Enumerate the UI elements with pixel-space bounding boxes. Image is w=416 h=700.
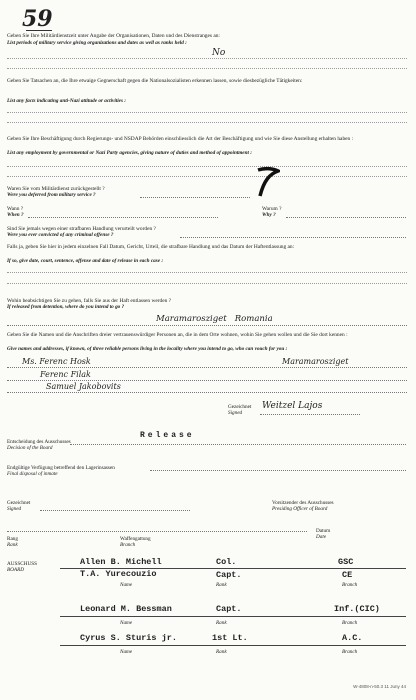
date-label-de: Datum [316, 528, 331, 534]
reference-name-3: Samuel Jakobovits [46, 382, 121, 391]
military-service-question-de: Geben Sie Ihre Militärdienstzeit unter Angabe der Organisationen, Daten und des Dienstranges an: [7, 33, 220, 39]
reference-place-1: Maramarosziget [282, 357, 349, 366]
rank-label [7, 536, 18, 548]
when-label-de: Wann ? [7, 206, 24, 212]
destination-question-de: Wohin beabsichtigen Sie zu gehen, falls Sie aus der Haft entlassen werden ? [7, 298, 172, 304]
applicant-signature: Weitzel Lajos [262, 401, 323, 411]
member-name-3: Leonard M. Bessman [80, 604, 172, 614]
document-number: 59 [22, 6, 53, 32]
board-header-de: AUSSCHUSS [7, 561, 37, 567]
branch-label-de: Waffengattung [120, 536, 151, 542]
col-name-label-1: Name [120, 582, 133, 588]
member-name-2: T.A. Yurecouzio [80, 569, 157, 579]
col-rank-label-1: Rank [216, 582, 227, 588]
date-label-en: Date [316, 534, 327, 540]
conviction-line-1 [7, 272, 407, 273]
why-label-de: Warum ? [262, 206, 282, 212]
branch-label-en: Branch [120, 542, 136, 548]
employment-question-en: List any employment by governmental or Nazi Party agencies, giving nature of duties and method of appointment : [7, 150, 252, 156]
reference-line-1 [7, 367, 407, 368]
board-header [7, 561, 37, 573]
col-name-label-3: Name [120, 649, 133, 655]
col-branch-label-3: Branch [342, 649, 358, 655]
rank-label-en: Rank [7, 542, 18, 548]
final-disposal-label-en: Final disposal of inmate [7, 471, 58, 477]
anti-nazi-question-de: Geben Sie Tatsachen an, die Ihre etwaige Gegnerschaft gegen die Nationalsozialisten erkennen lassen, sowie diesbezügliche Tätigkeiten: [7, 78, 303, 84]
why-label-en: Why ? [262, 212, 276, 218]
convicted-question-en: Were you ever convicted of any criminal offense ? [7, 232, 114, 238]
reference-line-2 [7, 380, 407, 381]
destination-question-en: If released from detention, where do you intend to go ? [7, 304, 125, 310]
signed-label-de: Gezeichnet [228, 404, 252, 410]
decision-label-en: Decision of the Board [7, 445, 53, 451]
number-underline [26, 30, 52, 31]
convicted-question-de: Sind Sie jemals wegen einer strafbaren Handlung verurteilt worden ? [7, 226, 156, 232]
date-label [316, 528, 330, 540]
member-line-3 [60, 616, 406, 617]
decision-label [7, 439, 71, 451]
member-rank-2: Capt. [216, 570, 242, 580]
military-service-answer: No [212, 48, 226, 58]
anti-nazi-question-en: List any facts indicating anti-Nazi attitude or activities : [7, 98, 127, 104]
col-rank-label-2: Rank [216, 620, 227, 626]
rank-label-de: Rang [7, 536, 18, 542]
destination-answer: Maramarosziget Romania [156, 314, 273, 324]
why-answer-line [286, 217, 406, 218]
conviction-line-2 [7, 283, 407, 284]
presiding-officer-label-en: Presiding Officer of Board [272, 506, 328, 512]
col-rank-label-3: Rank [216, 649, 227, 655]
signature-line [260, 414, 360, 415]
col-branch-label-1: Branch [342, 582, 358, 588]
final-disposal-line [150, 470, 406, 471]
board-signed-line [40, 510, 190, 511]
board-header-en: BOARD [7, 567, 24, 573]
member-rank-4: 1st Lt. [212, 633, 248, 643]
deferred-question-de: Waren Sie vom Militärdienst zurückgestellt ? [7, 186, 105, 192]
final-disposal-label [7, 465, 115, 477]
references-question-en: Give names and addresses, if known, of three reliable persons living in the locality where you intend to go, who can vouch for you : [7, 346, 288, 352]
signed-label-en: Signed [228, 410, 243, 416]
references-question-de: Geben Sie die Namen und die Anschriften dreier vertrauenswürdiger Personen an, die in dem Orte wohnen, wohin Sie gehen wollen und die Sie dort kennen : [7, 332, 348, 338]
employment-question-de: Geben Sie Ihre Beschäftigung durch Regierungs- und NSDAP Behörden einschliesslich die Art der Beschäftigung und wie Sie diese Anstellung erhalten haben : [7, 136, 354, 142]
military-service-question-en: List periods of military service giving organizations and dates as well as ranks held : [7, 40, 187, 46]
member-branch-2: CE [342, 570, 353, 580]
rank-branch-line [7, 531, 307, 532]
member-rank-1: Col. [216, 557, 237, 567]
member-rank-3: Capt. [216, 604, 242, 614]
presiding-officer-label [272, 500, 334, 512]
col-name-label-2: Name [120, 620, 133, 626]
military-service-line-2 [7, 68, 407, 69]
handwritten-mark [252, 166, 280, 200]
branch-label [120, 536, 151, 548]
board-signed-label-de: Gezeichnet [7, 500, 31, 506]
signed-label [228, 404, 251, 416]
conviction-details-question-de: Falls ja, geben Sie hier in jedem einzelnen Fall Datum, Gericht, Urteil, die strafbare Handlung und das Datum der Haftentlassung an: [7, 244, 295, 250]
anti-nazi-line-2 [7, 122, 407, 123]
member-branch-1: GSC [338, 557, 354, 567]
decision-value: Release [140, 431, 195, 440]
member-name-1: Allen B. Michell [80, 557, 162, 567]
convicted-answer-line [180, 237, 406, 238]
member-name-4: Cyrus S. Sturis jr. [80, 633, 177, 643]
reference-name-2: Ferenc Filak [40, 370, 91, 379]
when-answer-line [28, 217, 218, 218]
employment-line-1 [7, 166, 407, 167]
reference-name-1: Ms. Ferenc Hosk [22, 357, 91, 366]
anti-nazi-line-1 [7, 112, 407, 113]
member-line-4 [60, 645, 406, 646]
when-label-en: When ? [7, 212, 24, 218]
board-signed-label-en: Signed [7, 506, 22, 512]
military-service-line-1 [7, 58, 407, 59]
board-signed-label [7, 500, 30, 512]
employment-line-2 [7, 176, 407, 177]
member-branch-3: Inf.(CIC) [334, 604, 380, 614]
presiding-officer-label-de: Vorsitzender des Ausschusses [272, 500, 334, 506]
final-disposal-label-de: Endgültige Verfügung betreffend den Lagerinsassen [7, 465, 115, 471]
deferred-question-en: Were you deferred from military service ? [7, 192, 96, 198]
destination-answer-line [7, 325, 407, 326]
footer-code: W-4808-n-50.3 11 Juny 44 [353, 684, 406, 689]
member-branch-4: A.C. [342, 633, 363, 643]
reference-line-3 [7, 392, 407, 393]
decision-line [70, 444, 406, 445]
deferred-answer-line [140, 197, 250, 198]
decision-label-de: Entscheidung des Ausschusses [7, 439, 71, 445]
conviction-details-question-en: If so, give date, court, sentence, offense and date of release in each case : [7, 258, 164, 264]
col-branch-label-2: Branch [342, 620, 358, 626]
